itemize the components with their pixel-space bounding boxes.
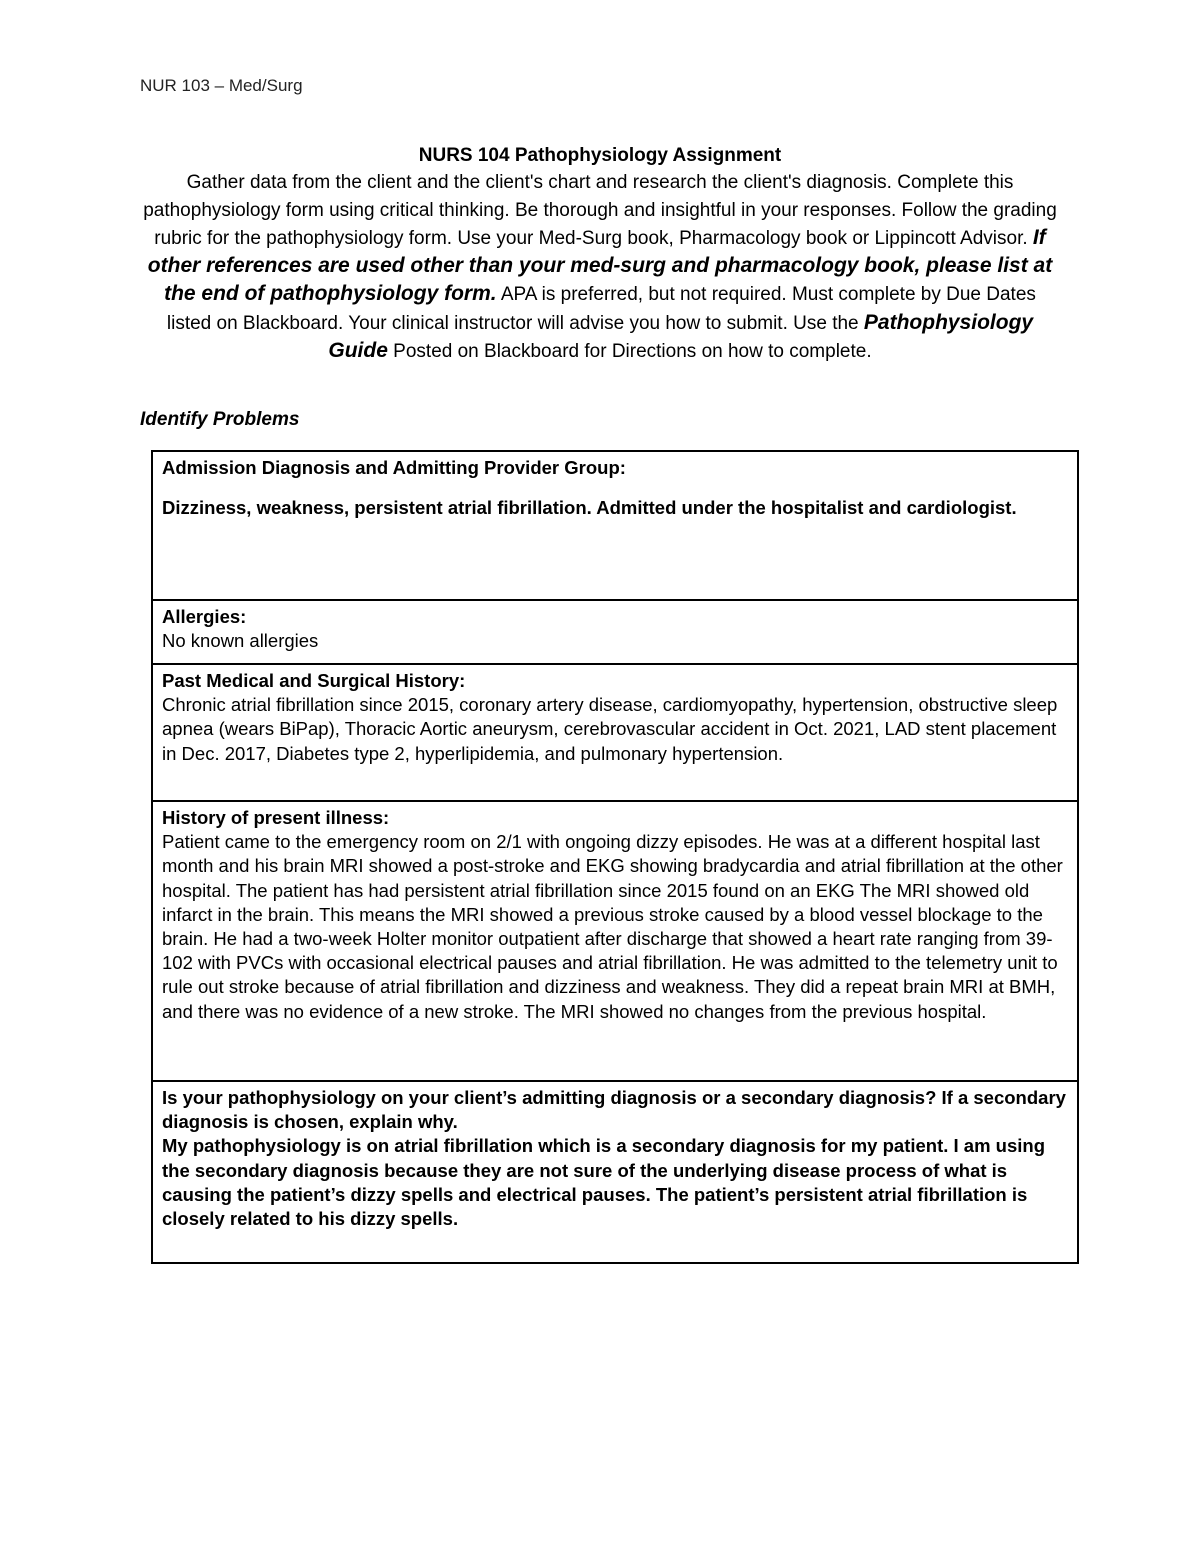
table-row-medical-history (152, 664, 1078, 801)
allergies-label: Allergies: (162, 606, 247, 627)
assignment-intro (140, 142, 1060, 365)
present-illness-label: History of present illness: (162, 807, 390, 828)
admission-value: Dizziness, weakness, persistent atrial fibrillation. Admitted under the hospitalist and cardiologist. (162, 497, 1017, 519)
instructions-text-3: Posted on Blackboard for Directions on how to complete. (387, 341, 872, 363)
section-heading-identify-problems: Identify Problems (140, 409, 300, 430)
assignment-instructions (140, 169, 1060, 365)
table-row-secondary-diagnosis (152, 1081, 1078, 1263)
instructions-emphasis-guide: Pathophysiology Guide (328, 310, 1034, 363)
secondary-diagnosis-cell (152, 1081, 1078, 1263)
secondary-diagnosis-label: Is your pathophysiology on your client’s admitting diagnosis or a secondary diagnosis? If a secondary diagnosis is chosen, explain why. (162, 1087, 1066, 1133)
medical-history-label: Past Medical and Surgical History: (162, 670, 466, 691)
course-header: NUR 103 – Med/Surg (140, 76, 303, 95)
table-row-allergies (152, 600, 1078, 664)
present-illness-cell (152, 801, 1078, 1081)
medical-history-value: Chronic atrial fibrillation since 2015, coronary artery disease, cardiomyopathy, hypertension, obstructive sleep apnea (wears BiPap), Thoracic Aortic aneurysm, cerebrovascular accident in Oct. 2021, LAD stent placement in Dec. 2017, Diabetes type 2, hyperlipidemia, and pulmonary hypertension. (162, 694, 1058, 764)
instructions-emphasis-references: If other references are used other than your med-surg and pharmacology book, please list at the end of pathophysiology form. (147, 225, 1053, 306)
problems-table (151, 450, 1079, 1264)
admission-cell (152, 451, 1078, 600)
secondary-diagnosis-value: My pathophysiology is on atrial fibrillation which is a secondary diagnosis for my patient. I am using the secondary diagnosis because they are not sure of the underlying disease process of what is causing the patient’s dizzy spells and electrical pauses. The patient’s persistent atrial fibrillation is closely related to his dizzy spells. (162, 1135, 1046, 1230)
instructions-text-1: Gather data from the client and the client's chart and research the client's diagnosis. Complete this pathophysiology form using critical thinking. Be thorough and insightful in your responses. Follow the grading rubric for the pathophysiology form. Use your Med-Surg book, Pharmacology book or Lippincott Advisor. (143, 172, 1057, 249)
instructions-text-2: APA is preferred, but not required. Must complete by Due Dates listed on Blackboard. Your clinical instructor will advise you how to submit. Use the (166, 284, 1036, 334)
allergies-cell (152, 600, 1078, 664)
medical-history-cell (152, 664, 1078, 801)
table-row-present-illness (152, 801, 1078, 1081)
allergies-value: No known allergies (162, 630, 319, 652)
admission-label: Admission Diagnosis and Admitting Provider Group: (162, 457, 626, 478)
present-illness-value: Patient came to the emergency room on 2/1 with ongoing dizzy episodes. He was at a different hospital last month and his brain MRI showed a post-stroke and EKG showing bradycardia and atrial fibrillation at the other hospital. The patient has had persistent atrial fibrillation since 2015 found on an EKG The MRI showed old infarct in the brain. This means the MRI showed a previous stroke caused by a blood vessel blockage to the brain. He had a two-week Holter monitor outpatient after discharge that showed a heart rate ranging from 39-102 with PVCs with occasional electrical pauses and atrial fibrillation. He was admitted to the telemetry unit to rule out stroke because of atrial fibrillation and dizziness and weakness. They did a repeat brain MRI at BMH, and there was no evidence of a new stroke. The MRI showed no changes from the previous hospital. (162, 831, 1063, 1022)
table-row-admission (152, 451, 1078, 600)
assignment-title: NURS 104 Pathophysiology Assignment (418, 145, 782, 166)
